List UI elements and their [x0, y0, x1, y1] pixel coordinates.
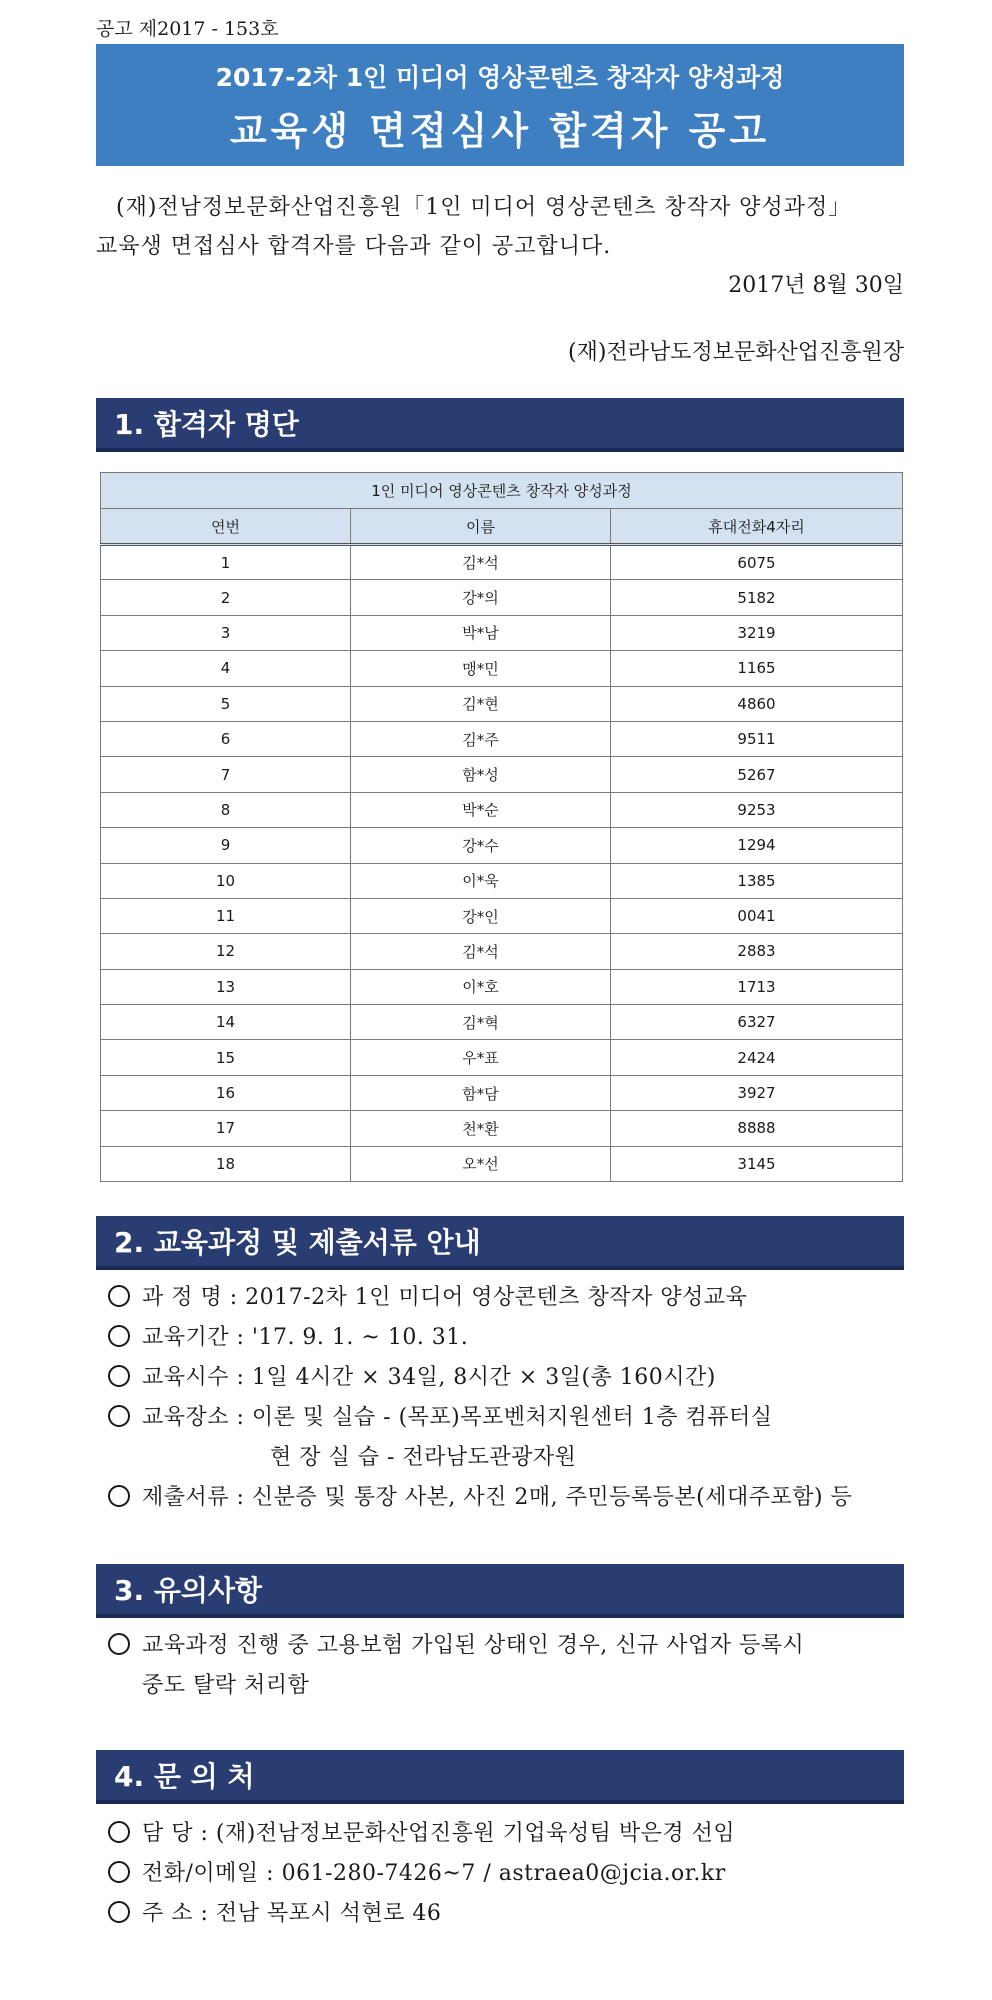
table-row — [101, 1111, 903, 1146]
list-item: 교육과정 진행 중 고용보험 가입된 상태인 경우, 신규 사업자 등록시 — [108, 1628, 804, 1659]
row-name: 이*호 — [351, 969, 611, 1004]
table-row — [101, 686, 903, 721]
row-phone: 9253 — [611, 792, 903, 827]
row-name: 강*인 — [351, 898, 611, 933]
row-name: 김*석 — [351, 934, 611, 969]
row-phone: 6327 — [611, 1005, 903, 1040]
table-row — [101, 969, 903, 1004]
column-header-name: 이름 — [351, 509, 611, 545]
section-2-heading: 2. 교육과정 및 제출서류 안내 — [96, 1216, 904, 1270]
row-name: 박*남 — [351, 615, 611, 650]
table-row — [101, 1040, 903, 1075]
row-number: 4 — [101, 651, 351, 686]
row-number: 15 — [101, 1040, 351, 1075]
row-name: 김*혁 — [351, 1005, 611, 1040]
row-number: 2 — [101, 580, 351, 615]
list-item: 교육장소 : 이론 및 실습 - (목포)목포벤처지원센터 1층 컴퓨터실 — [108, 1400, 773, 1431]
row-phone: 2883 — [611, 934, 903, 969]
row-name: 오*선 — [351, 1146, 611, 1181]
row-number: 12 — [101, 934, 351, 969]
row-number: 1 — [101, 545, 351, 580]
list-item: 주 소 : 전남 목포시 석현로 46 — [108, 1896, 441, 1927]
row-name: 우*표 — [351, 1040, 611, 1075]
row-phone: 9511 — [611, 721, 903, 756]
row-number: 6 — [101, 721, 351, 756]
list-item-continuation: 중도 탈락 처리함 — [142, 1673, 310, 1698]
row-phone: 3219 — [611, 615, 903, 650]
table-row — [101, 615, 903, 650]
row-number: 10 — [101, 863, 351, 898]
circle-bullet-icon — [108, 1901, 130, 1923]
row-phone: 3145 — [611, 1146, 903, 1181]
row-phone: 3927 — [611, 1075, 903, 1110]
row-number: 13 — [101, 969, 351, 1004]
list-item: 전화/이메일 : 061-280-7426~7 / astraea0@jcia.or.kr — [108, 1856, 726, 1887]
list-item: 제출서류 : 신분증 및 통장 사본, 사진 2매, 주민등록등본(세대주포함) 등 — [108, 1480, 852, 1511]
row-phone: 1165 — [611, 651, 903, 686]
row-phone: 2424 — [611, 1040, 903, 1075]
list-item: 담 당 : (재)전남정보문화산업진흥원 기업육성팀 박은경 선임 — [108, 1816, 735, 1847]
table-row — [101, 580, 903, 615]
circle-bullet-icon — [108, 1365, 130, 1387]
row-number: 3 — [101, 615, 351, 650]
title-line-1: 2017-2차 1인 미디어 영상콘텐츠 창작자 양성과정 — [215, 63, 785, 92]
notice-date: 2017년 8월 30일 — [728, 273, 904, 298]
intro-line-2: 교육생 면접심사 합격자를 다음과 같이 공고합니다. — [96, 234, 612, 259]
column-header-phone: 휴대전화4자리 — [611, 509, 903, 545]
table-row — [101, 651, 903, 686]
row-name: 김*석 — [351, 545, 611, 580]
row-number: 8 — [101, 792, 351, 827]
row-name: 김*주 — [351, 721, 611, 756]
table-row — [101, 934, 903, 969]
intro-line-1: (재)전남정보문화산업진흥원「1인 미디어 영상콘텐츠 창작자 양성과정」 — [116, 195, 852, 220]
circle-bullet-icon — [108, 1405, 130, 1427]
row-number: 9 — [101, 828, 351, 863]
table-title: 1인 미디어 영상콘텐츠 창작자 양성과정 — [101, 473, 903, 509]
circle-bullet-icon — [108, 1325, 130, 1347]
section-3-heading: 3. 유의사항 — [96, 1564, 904, 1618]
circle-bullet-icon — [108, 1633, 130, 1655]
row-name: 함*담 — [351, 1075, 611, 1110]
section-4-heading: 4. 문 의 처 — [96, 1750, 904, 1804]
row-phone: 1713 — [611, 969, 903, 1004]
row-phone: 0041 — [611, 898, 903, 933]
row-phone: 1294 — [611, 828, 903, 863]
row-number: 7 — [101, 757, 351, 792]
list-item: 교육시수 : 1일 4시간 × 34일, 8시간 × 3일(총 160시간) — [108, 1360, 716, 1391]
row-number: 17 — [101, 1111, 351, 1146]
row-number: 16 — [101, 1075, 351, 1110]
table-row — [101, 1146, 903, 1181]
column-header-number: 연번 — [101, 509, 351, 545]
list-item: 교육기간 : '17. 9. 1. ~ 10. 31. — [108, 1320, 468, 1351]
row-name: 이*욱 — [351, 863, 611, 898]
circle-bullet-icon — [108, 1285, 130, 1307]
table-row — [101, 1075, 903, 1110]
table-row — [101, 792, 903, 827]
list-item-continuation: 현 장 실 습 - 전라남도관광자원 — [270, 1445, 577, 1470]
row-number: 18 — [101, 1146, 351, 1181]
row-number: 5 — [101, 686, 351, 721]
list-item: 과 정 명 : 2017-2차 1인 미디어 영상콘텐츠 창작자 양성교육 — [108, 1280, 747, 1311]
row-name: 맹*민 — [351, 651, 611, 686]
row-phone: 4860 — [611, 686, 903, 721]
row-name: 함*성 — [351, 757, 611, 792]
table-row — [101, 545, 903, 580]
row-phone: 6075 — [611, 545, 903, 580]
circle-bullet-icon — [108, 1861, 130, 1883]
row-phone: 8888 — [611, 1111, 903, 1146]
passer-table — [100, 472, 903, 1182]
row-number: 14 — [101, 1005, 351, 1040]
table-row — [101, 863, 903, 898]
table-row — [101, 757, 903, 792]
section-1-heading: 1. 합격자 명단 — [96, 398, 904, 452]
table-row — [101, 828, 903, 863]
row-phone: 5182 — [611, 580, 903, 615]
circle-bullet-icon — [108, 1485, 130, 1507]
issuer: (재)전라남도정보문화산업진흥원장 — [568, 340, 904, 365]
notice-number: 공고 제2017 - 153호 — [96, 18, 279, 40]
table-row — [101, 898, 903, 933]
table-row — [101, 721, 903, 756]
row-phone: 1385 — [611, 863, 903, 898]
row-name: 강*의 — [351, 580, 611, 615]
row-name: 강*수 — [351, 828, 611, 863]
row-name: 천*환 — [351, 1111, 611, 1146]
circle-bullet-icon — [108, 1821, 130, 1843]
title-banner — [96, 44, 904, 166]
row-number: 11 — [101, 898, 351, 933]
title-line-2: 교육생 면접심사 합격자 공고 — [229, 109, 771, 153]
row-name: 박*순 — [351, 792, 611, 827]
row-name: 김*현 — [351, 686, 611, 721]
table-row — [101, 1005, 903, 1040]
row-phone: 5267 — [611, 757, 903, 792]
